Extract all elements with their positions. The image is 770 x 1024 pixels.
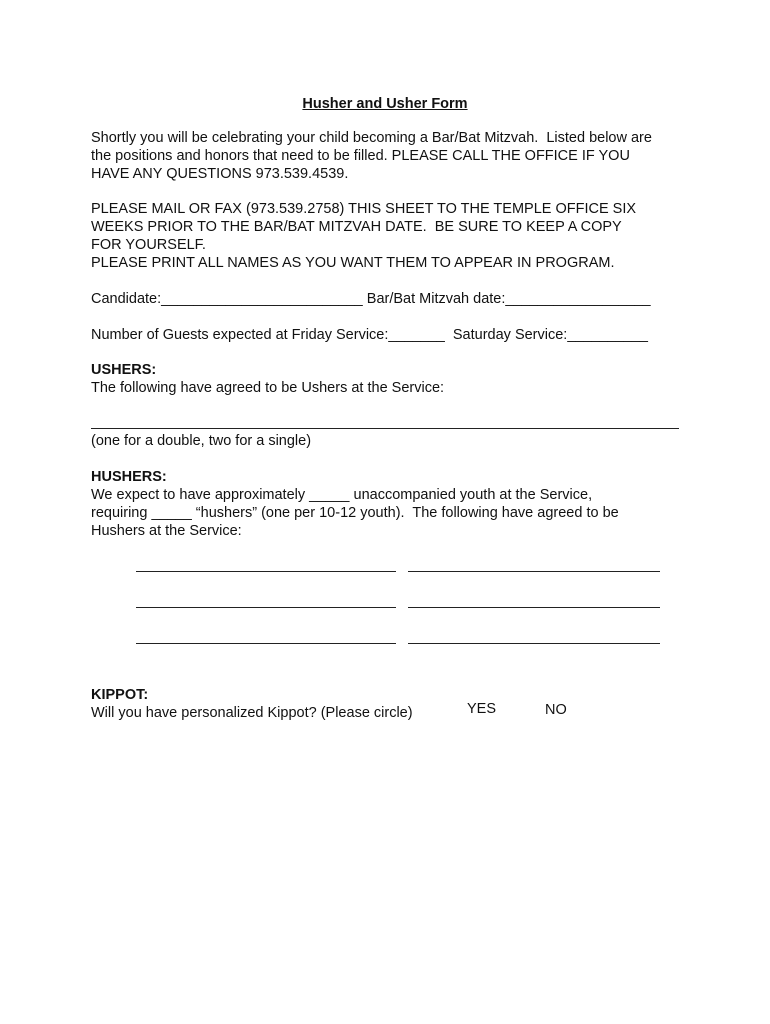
kippot-yes-option[interactable]: YES [467, 701, 497, 717]
intro-line-2: the positions and honors that need to be filled. PLEASE CALL THE OFFICE IF YOU [91, 148, 630, 164]
husher-name-line[interactable] [136, 571, 396, 572]
intro-line-1: Shortly you will be celebrating your child becoming a Bar/Bat Mitzvah. Listed below are [91, 130, 652, 146]
ushers-heading: USHERS: [91, 362, 157, 378]
hushers-line-2: requiring _____ “hushers” (one per 10-12 youth). The following have agreed to be [91, 505, 619, 521]
husher-name-line[interactable] [408, 607, 660, 608]
instruction-line-1: PLEASE MAIL OR FAX (973.539.2758) THIS SHEET TO THE TEMPLE OFFICE SIX [91, 201, 637, 217]
ushers-note: (one for a double, two for a single) [91, 433, 312, 449]
kippot-question: Will you have personalized Kippot? (Please circle) [91, 705, 413, 721]
kippot-heading: KIPPOT: [91, 687, 149, 703]
husher-name-line[interactable] [408, 571, 660, 572]
instruction-line-3: FOR YOURSELF. [91, 237, 206, 253]
ushers-text: The following have agreed to be Ushers at the Service: [91, 380, 445, 396]
guests-field[interactable]: Number of Guests expected at Friday Service:_______ Saturday Service:__________ [91, 327, 648, 343]
husher-name-line[interactable] [136, 643, 396, 644]
husher-name-line[interactable] [408, 643, 660, 644]
instruction-line-2: WEEKS PRIOR TO THE BAR/BAT MITZVAH DATE. BE SURE TO KEEP A COPY [91, 219, 622, 235]
husher-name-line[interactable] [136, 607, 396, 608]
hushers-line-3: Hushers at the Service: [91, 523, 242, 539]
intro-line-3: HAVE ANY QUESTIONS 973.539.4539. [91, 166, 349, 182]
kippot-no-option[interactable]: NO [545, 702, 567, 718]
hushers-line-1: We expect to have approximately _____ unaccompanied youth at the Service, [91, 487, 593, 503]
ushers-name-line[interactable] [91, 428, 679, 429]
candidate-field[interactable]: Candidate:_________________________ Bar/Bat Mitzvah date:__________________ [91, 291, 651, 307]
form-title: Husher and Usher Form [302, 96, 468, 112]
hushers-heading: HUSHERS: [91, 469, 167, 485]
instruction-line-4: PLEASE PRINT ALL NAMES AS YOU WANT THEM TO APPEAR IN PROGRAM. [91, 255, 615, 271]
